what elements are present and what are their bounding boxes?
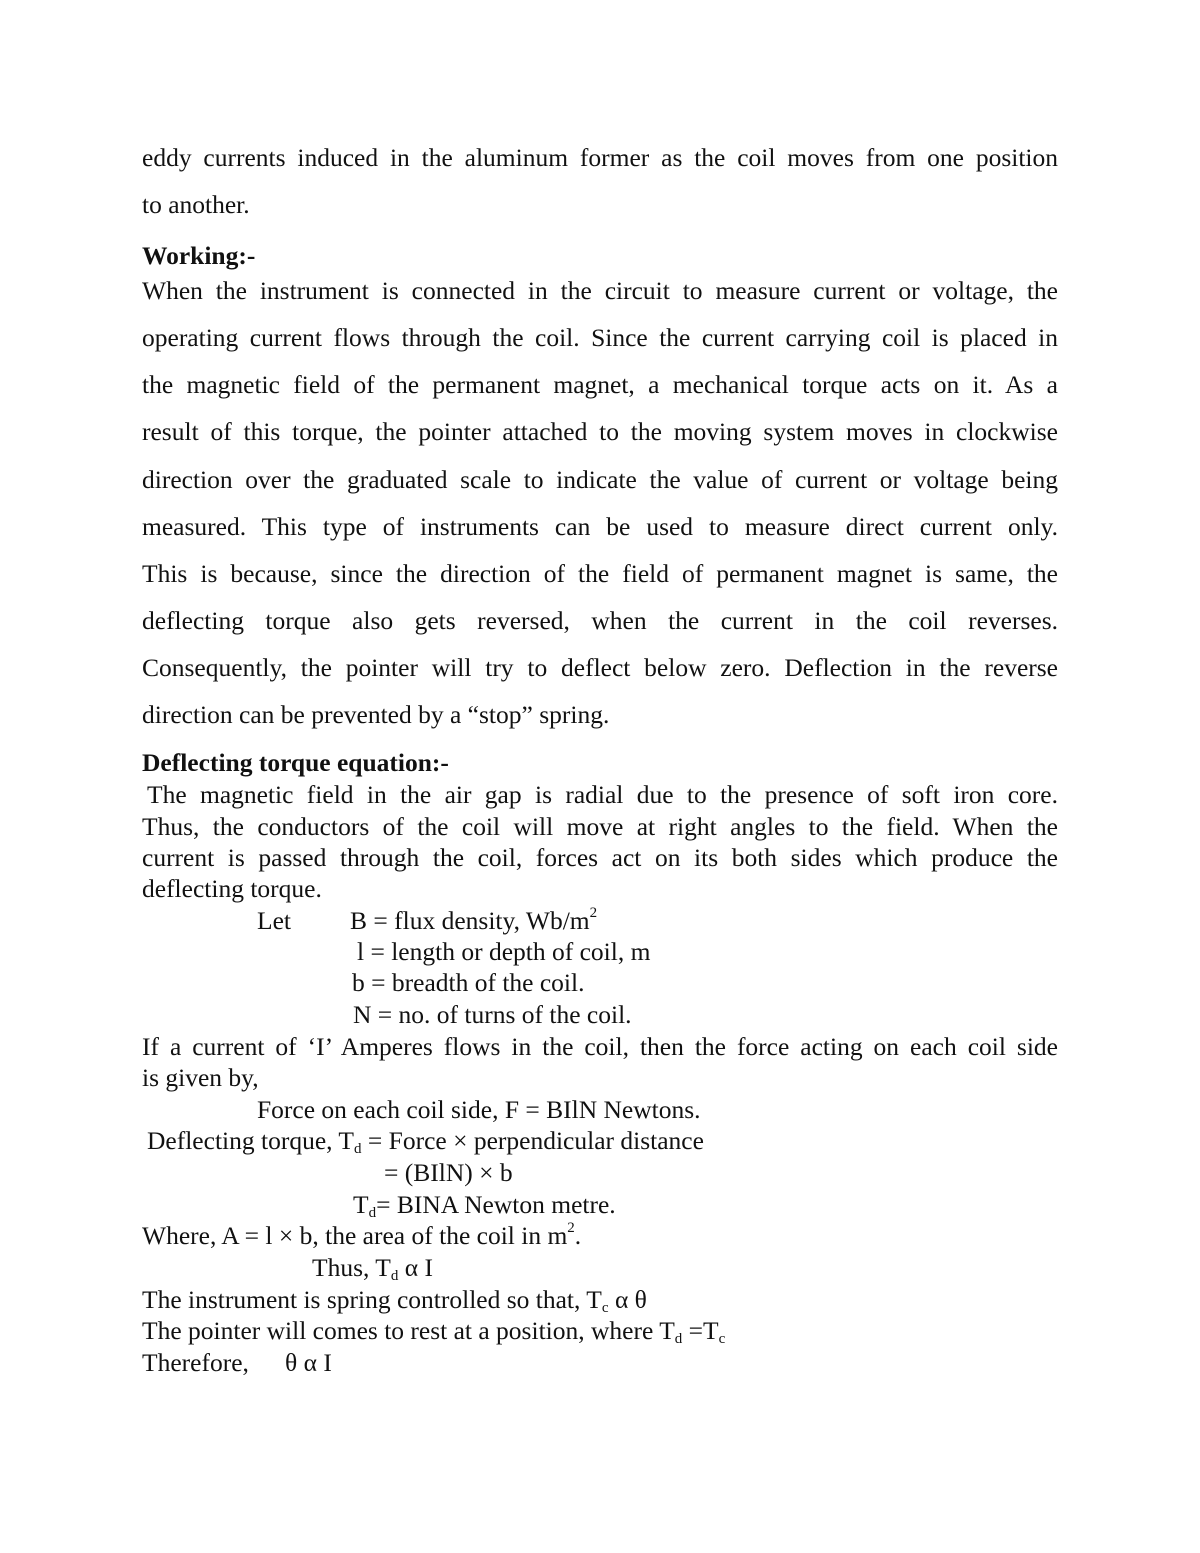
text-line: measured. This type of instruments can be used to measure direct current only. <box>142 512 1058 541</box>
rest-position-line <box>142 1316 725 1346</box>
text-line: This is because, since the direction of the field of permanent magnet is same, the <box>142 559 1058 588</box>
equation-text: Deflecting torque, T <box>147 1126 355 1155</box>
text-line: to another. <box>142 190 250 219</box>
proportionality-statement <box>312 1253 433 1283</box>
text-line: result of this torque, the pointer attached to the moving system moves in clockwise <box>142 417 1058 446</box>
text-line: Thus, the conductors of the coil will move at right angles to the field. When the <box>142 812 1058 841</box>
equation-text: =T <box>682 1316 719 1345</box>
text-line: direction can be prevented by a “stop” spring. <box>142 700 610 729</box>
torque-equation <box>147 1126 704 1156</box>
definition-B <box>350 906 597 936</box>
equation-text: α I <box>398 1253 433 1282</box>
text-line: The magnetic field in the air gap is radial due to the presence of soft iron core. <box>147 780 1058 809</box>
equation-text: = Force × perpendicular distance <box>361 1126 704 1155</box>
subscript: d <box>368 1205 377 1221</box>
text-line: eddy currents induced in the aluminum former as the coil moves from one position <box>142 143 1058 172</box>
torque-result <box>353 1190 616 1220</box>
text-line: current is passed through the coil, forces act on its both sides which produce the <box>142 843 1058 872</box>
area-definition <box>142 1221 581 1251</box>
equation-text: Thus, T <box>312 1253 391 1282</box>
text-line: operating current flows through the coil. Since the current carrying coil is placed in <box>142 323 1058 352</box>
equation-text: . <box>574 1221 582 1250</box>
section-heading-deflecting-torque: Deflecting torque equation:- <box>142 748 449 777</box>
text-line: deflecting torque also gets reversed, when the current in the coil reverses. <box>142 606 1058 635</box>
text-line: When the instrument is connected in the circuit to measure current or voltage, the <box>142 276 1058 305</box>
section-heading-working: Working:- <box>142 241 256 270</box>
therefore-label: Therefore, <box>142 1348 249 1377</box>
let-label: Let <box>257 906 291 935</box>
equation-text: Where, A = l × b, the area of the coil in m <box>142 1221 568 1250</box>
definition-b: b = breadth of the coil. <box>352 968 585 997</box>
force-equation: Force on each coil side, F = BIlN Newtons. <box>257 1095 701 1124</box>
subscript: d <box>354 1141 362 1157</box>
equation-text: T <box>353 1190 369 1219</box>
definition-N: N = no. of turns of the coil. <box>353 1000 632 1029</box>
subscript: d <box>674 1331 683 1347</box>
superscript: 2 <box>567 1220 575 1236</box>
text-line: is given by, <box>142 1063 259 1092</box>
definition-text: B = flux density, Wb/m <box>350 906 590 935</box>
final-result: θ α I <box>285 1348 332 1377</box>
equation-text: = BINA Newton metre. <box>376 1190 616 1219</box>
text-line: Consequently, the pointer will try to deflect below zero. Deflection in the reverse <box>142 653 1058 682</box>
equation-text: The instrument is spring controlled so that, T <box>142 1285 602 1314</box>
torque-step: = (BIlN) × b <box>384 1158 513 1187</box>
subscript: c <box>718 1331 726 1347</box>
equation-text: α θ <box>608 1285 647 1314</box>
text-line: direction over the graduated scale to indicate the value of current or voltage being <box>142 465 1058 494</box>
definition-l: l = length or depth of coil, m <box>357 937 651 966</box>
equation-text: The pointer will comes to rest at a position, where T <box>142 1316 675 1345</box>
text-line: the magnetic field of the permanent magnet, a mechanical torque acts on it. As a <box>142 370 1058 399</box>
subscript: c <box>601 1300 609 1316</box>
text-line: deflecting torque. <box>142 874 322 903</box>
spring-control-line <box>142 1285 647 1315</box>
text-line: If a current of ‘I’ Amperes flows in the coil, then the force acting on each coil side <box>142 1032 1058 1061</box>
superscript: 2 <box>589 905 598 921</box>
subscript: d <box>390 1268 399 1284</box>
